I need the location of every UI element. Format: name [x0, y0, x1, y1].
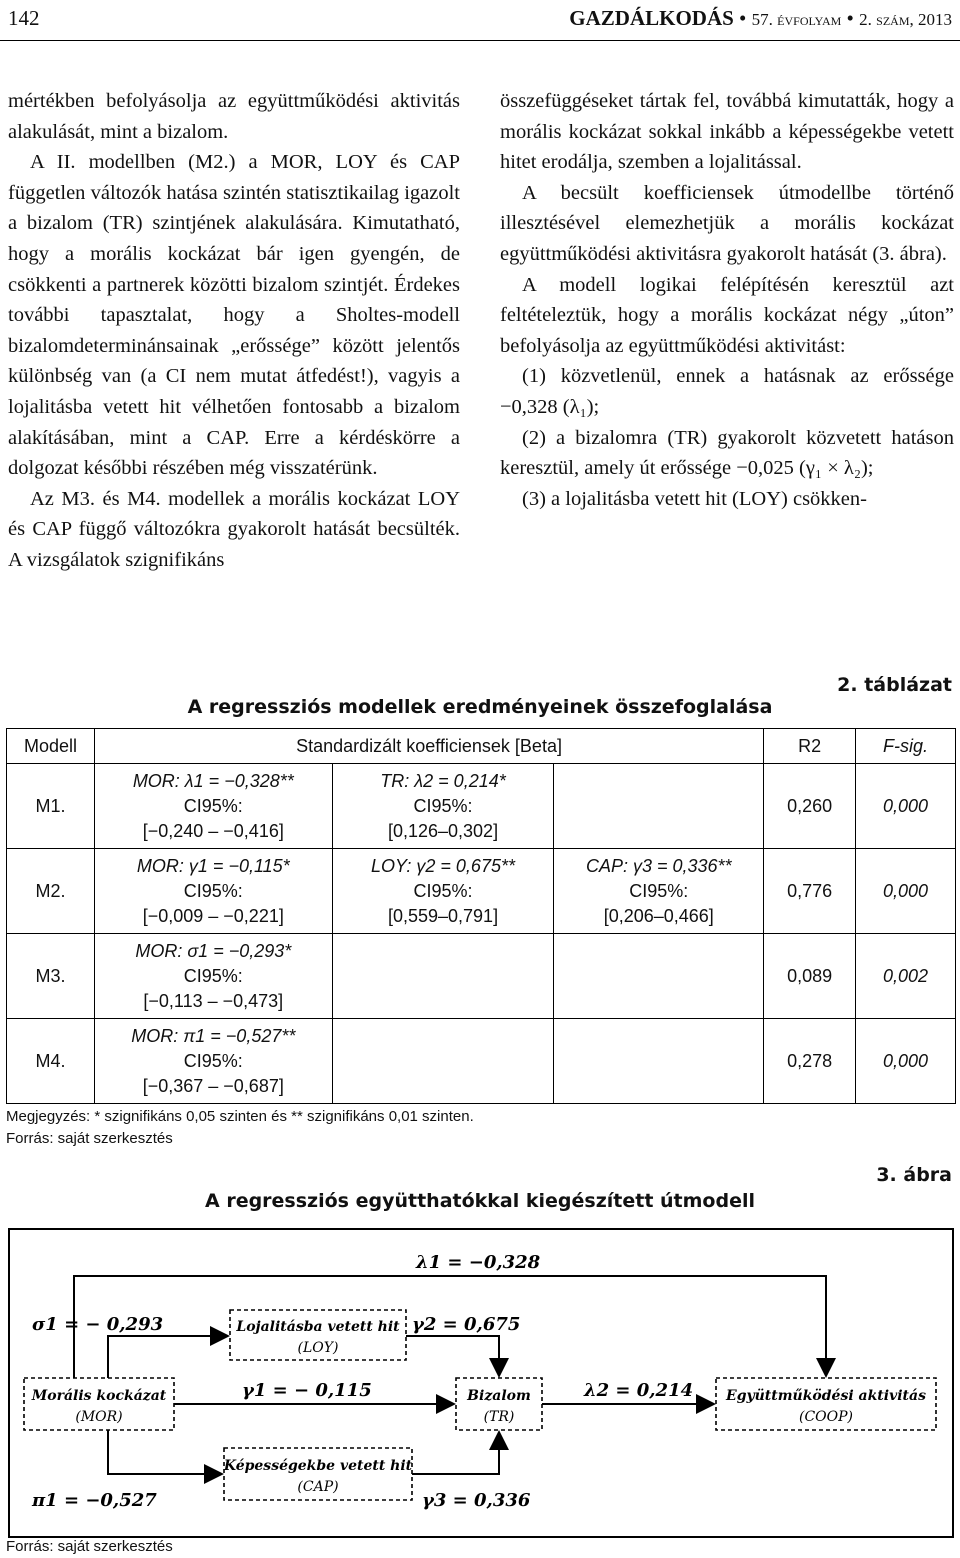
- cell-coef3: [554, 849, 764, 934]
- label-lambda2: λ2 = 0,214: [584, 1380, 694, 1401]
- table-header-row: [7, 729, 956, 764]
- table-row: [7, 764, 956, 849]
- cell-coef2: [332, 1019, 554, 1104]
- coef-line: [−0,367 – −0,687]: [142, 1075, 284, 1096]
- cell-coef3: [554, 764, 764, 849]
- cell-fsig: 0,002: [856, 934, 956, 1019]
- label-gamma3: γ3 = 0,336: [422, 1490, 531, 1511]
- journal-issue: 2. szám, 2013: [859, 10, 952, 29]
- coef-line: [0,126–0,302]: [387, 820, 499, 841]
- cell-coef3: [554, 934, 764, 1019]
- cell-r2: 0,260: [764, 764, 856, 849]
- figure-title: A regressziós együtthatókkal kiegészített útmodell: [205, 1190, 755, 1212]
- cell-fsig: 0,000: [856, 1019, 956, 1104]
- arrow-gamma2: [406, 1336, 499, 1376]
- paragraph: A II. modellben (M2.) a MOR, LOY és CAP független változók hatása szintén statisztikailag igazolt a bizalom (TR) szintjének alakulására. Kimutatható, hogy a morális kockázat bár igen gyengén, de csökkenti a partnerek közötti bizalom szintjét. Érdekes további tapasztalat, hogy a Sholtes-modell bizalomdeterminánsainak „erőssége” között jelentős különbség van (a CI nem mutat átfedést!), vagyis a lojalitásba vetett hit vélhetően fontosabb a bizalom alakításában, mint a CAP. Erre a kérdéskörre a dolgozat későbbi részében még visszatérünk.: [8, 151, 460, 480]
- journal-name: GAZDÁLKODÁS: [569, 6, 734, 30]
- paragraph: A becsült koefficiensek útmodellbe történő illesztésével elemezhetjük a morális kockázat együttműködési aktivitásra gyakorolt hatását (3. ábra).: [500, 181, 954, 265]
- figure-source: Forrás: saját szerkesztés: [6, 1538, 173, 1555]
- svg-text:Képességekbe vetett hit: Képességekbe vetett hit: [223, 1458, 413, 1474]
- svg-text:Lojalitásba vetett hit: Lojalitásba vetett hit: [236, 1319, 400, 1335]
- table-row: [7, 934, 956, 1019]
- header-rule: [0, 40, 960, 41]
- arrow-sigma1: [108, 1336, 228, 1378]
- coef-line: CAP: γ3 = 0,336**: [585, 855, 732, 876]
- cell-coef1: [94, 1019, 332, 1104]
- coef-line: CI95%:: [183, 795, 243, 816]
- header-r2: R2: [764, 729, 856, 764]
- box-coop: [716, 1378, 936, 1430]
- header-coefficients: Standardizált koefficiensek [Beta]: [94, 729, 763, 764]
- coef-line: CI95%:: [413, 880, 473, 901]
- figure-label: 3. ábra: [876, 1164, 952, 1186]
- paragraph: A modell logikai felépítésén keresztül azt feltételeztük, hogy a morális kockázat négy „úton” befolyásolja az együttműködési aktivitást:: [500, 273, 954, 357]
- coef-line: [−0,113 – −0,473]: [143, 990, 284, 1011]
- cell-coef1: [94, 849, 332, 934]
- table-note: Megjegyzés: * szignifikáns 0,05 szinten és ** szignifikáns 0,01 szinten.: [6, 1108, 474, 1125]
- table-title: A regressziós modellek eredményeinek összefoglalása: [187, 696, 773, 718]
- cell-r2: 0,089: [764, 934, 856, 1019]
- right-column: [500, 86, 954, 514]
- label-lambda1: λ1 = −0,328: [416, 1252, 541, 1273]
- cell-r2: 0,776: [764, 849, 856, 934]
- label-sigma1: σ1 = − 0,293: [32, 1314, 164, 1335]
- svg-text:(MOR): (MOR): [75, 1409, 123, 1425]
- list-item: (3) a lojalitásba vetett hit (LOY) csökken-: [522, 487, 867, 510]
- table-source: Forrás: saját szerkesztés: [6, 1130, 173, 1147]
- cell-model: M3.: [7, 934, 95, 1019]
- coef-line: CI95%:: [183, 880, 243, 901]
- svg-text:Bizalom: Bizalom: [467, 1388, 531, 1404]
- label-gamma2: γ2 = 0,675: [412, 1314, 521, 1335]
- coef-line: [0,559–0,791]: [387, 905, 499, 926]
- label-gamma1: γ1 = − 0,115: [242, 1380, 372, 1401]
- table-row: [7, 849, 956, 934]
- paragraph: Az M3. és M4. modellek a morális kockázat LOY és CAP függő változókra gyakorolt hatását becsülték. A vizsgálatok szignifikáns: [8, 487, 460, 571]
- arrow-pi1: [108, 1430, 222, 1474]
- coef-line: MOR: γ1 = −0,115*: [136, 855, 290, 876]
- journal-info: GAZDÁLKODÁS • 57. évfolyam • 2. szám, 2013: [569, 6, 952, 30]
- coef-line: MOR: π1 = −0,527**: [131, 1025, 296, 1046]
- cell-model: M2.: [7, 849, 95, 934]
- box-loy: [230, 1310, 406, 1360]
- cell-model: M4.: [7, 1019, 95, 1104]
- coef-line: LOY: γ2 = 0,675**: [371, 855, 515, 876]
- page-header: [0, 0, 960, 40]
- coef-line: CI95%:: [183, 965, 243, 986]
- box-tr: [456, 1378, 542, 1430]
- cell-fsig: 0,000: [856, 849, 956, 934]
- svg-text:(COOP): (COOP): [798, 1409, 854, 1425]
- cell-r2: 0,278: [764, 1019, 856, 1104]
- arrow-gamma3: [412, 1432, 499, 1474]
- coef-line: CI95%:: [413, 795, 473, 816]
- coef-line: CI95%:: [629, 880, 689, 901]
- paragraph: mértékben befolyásolja az együttműködési aktivitás alakulását, mint a bizalom.: [8, 90, 460, 143]
- regression-table: [6, 728, 956, 1104]
- paragraph: összefüggéseket tártak fel, továbbá kimutatták, hogy a morális kockázat sokkal inkább a képességekbe vetett hitet erodálja, szemben a lojalitással.: [500, 90, 954, 174]
- cell-coef1: [94, 934, 332, 1019]
- coef-line: [−0,009 – −0,221]: [142, 905, 284, 926]
- table-label: 2. táblázat: [837, 674, 952, 696]
- cell-coef2: [332, 764, 554, 849]
- page-number: 142: [8, 6, 40, 30]
- list-item: (2) a bizalomra (TR) gyakorolt közvetett hatáson keresztül, amely út erőssége −0,025 (γ₁ × λ₂);: [500, 426, 954, 480]
- cell-coef2: [332, 934, 554, 1019]
- svg-text:(LOY): (LOY): [297, 1340, 339, 1356]
- svg-text:(CAP): (CAP): [297, 1479, 339, 1495]
- label-pi1: π1 = −0,527: [32, 1490, 157, 1511]
- header-model: Modell: [7, 729, 95, 764]
- coef-line: MOR: σ1 = −0,293*: [135, 940, 292, 961]
- svg-text:Együttműködési aktivitás: Együttműködési aktivitás: [726, 1388, 926, 1404]
- coef-line: [−0,240 – −0,416]: [142, 820, 284, 841]
- cell-coef2: [332, 849, 554, 934]
- cell-coef1: [94, 764, 332, 849]
- journal-volume: 57. évfolyam: [751, 10, 842, 29]
- coef-line: TR: λ2 = 0,214*: [380, 770, 506, 791]
- list-item: (1) közvetlenül, ennek a hatásnak az erőssége −0,328 (λ₁);: [500, 365, 954, 418]
- path-model-diagram: [8, 1228, 954, 1538]
- coef-line: MOR: λ1 = −0,328**: [132, 770, 294, 791]
- svg-text:(TR): (TR): [483, 1409, 515, 1425]
- box-cap: [223, 1448, 413, 1500]
- table-row: [7, 1019, 956, 1104]
- left-column: [8, 86, 460, 576]
- coef-line: CI95%:: [183, 1050, 243, 1071]
- header-fsig: F-sig.: [856, 729, 956, 764]
- cell-fsig: 0,000: [856, 764, 956, 849]
- svg-text:Morális kockázat: Morális kockázat: [31, 1388, 167, 1404]
- cell-model: M1.: [7, 764, 95, 849]
- box-mor: [24, 1378, 174, 1430]
- coef-line: [0,206–0,466]: [603, 905, 714, 926]
- cell-coef3: [554, 1019, 764, 1104]
